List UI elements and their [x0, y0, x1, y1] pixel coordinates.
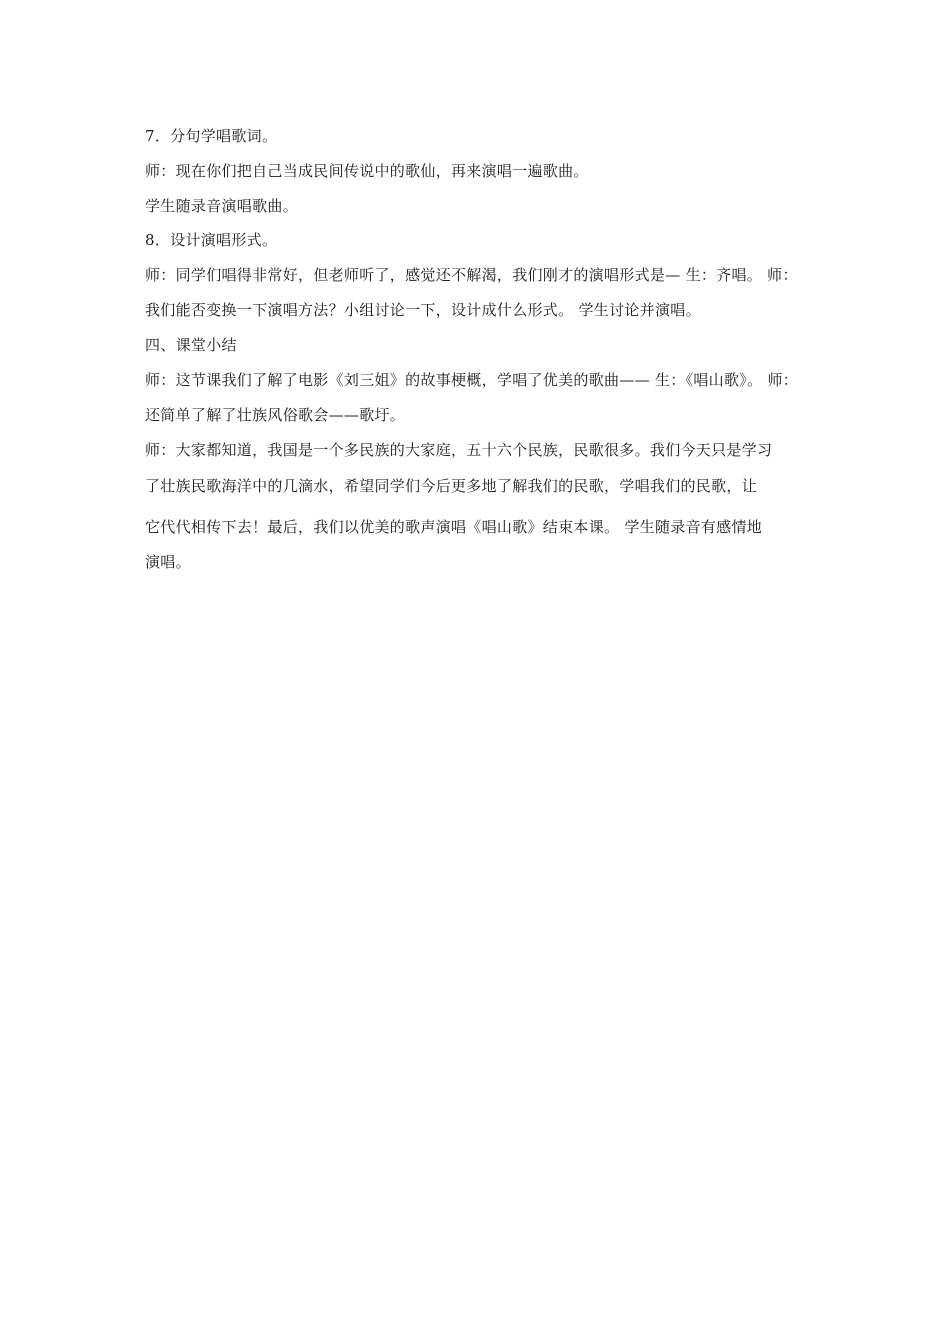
teacher-line: 师：这节课我们了解了电影《刘三姐》的故事梗概，学唱了优美的歌曲—— 生：《唱山歌》。 师：	[145, 371, 799, 389]
student-action-line: 学生随录音演唱歌曲。	[145, 197, 299, 215]
teacher-line: 师：大家都知道，我国是一个多民族的大家庭，五十六个民族，民歌很多。我们今天只是学习	[145, 441, 773, 459]
teacher-line: 师：现在你们把自己当成民间传说中的歌仙，再来演唱一遍歌曲。	[145, 162, 589, 180]
step-7-heading: 7．分句学唱歌词。	[145, 127, 278, 145]
paragraph-line: 还简单了解了壮族风俗歌会——歌圩。	[145, 406, 406, 424]
section-4-heading: 四、课堂小结	[145, 336, 237, 354]
paragraph-line: 我们能否变换一下演唱方法？小组讨论一下，设计成什么形式。 学生讨论并演唱。	[145, 301, 701, 319]
paragraph-line: 它代代相传下去！最后，我们以优美的歌声演唱《唱山歌》结束本课。 学生随录音有感情地	[145, 518, 763, 536]
paragraph-line: 演唱。	[145, 553, 191, 571]
teacher-line: 师：同学们唱得非常好，但老师听了，感觉还不解渴，我们刚才的演唱形式是— 生：齐唱。 师：	[145, 266, 798, 284]
paragraph-line: 了壮族民歌海洋中的几滴水，希望同学们今后更多地了解我们的民歌，学唱我们的民歌，让	[145, 477, 758, 495]
step-8-heading: 8．设计演唱形式。	[145, 231, 278, 249]
